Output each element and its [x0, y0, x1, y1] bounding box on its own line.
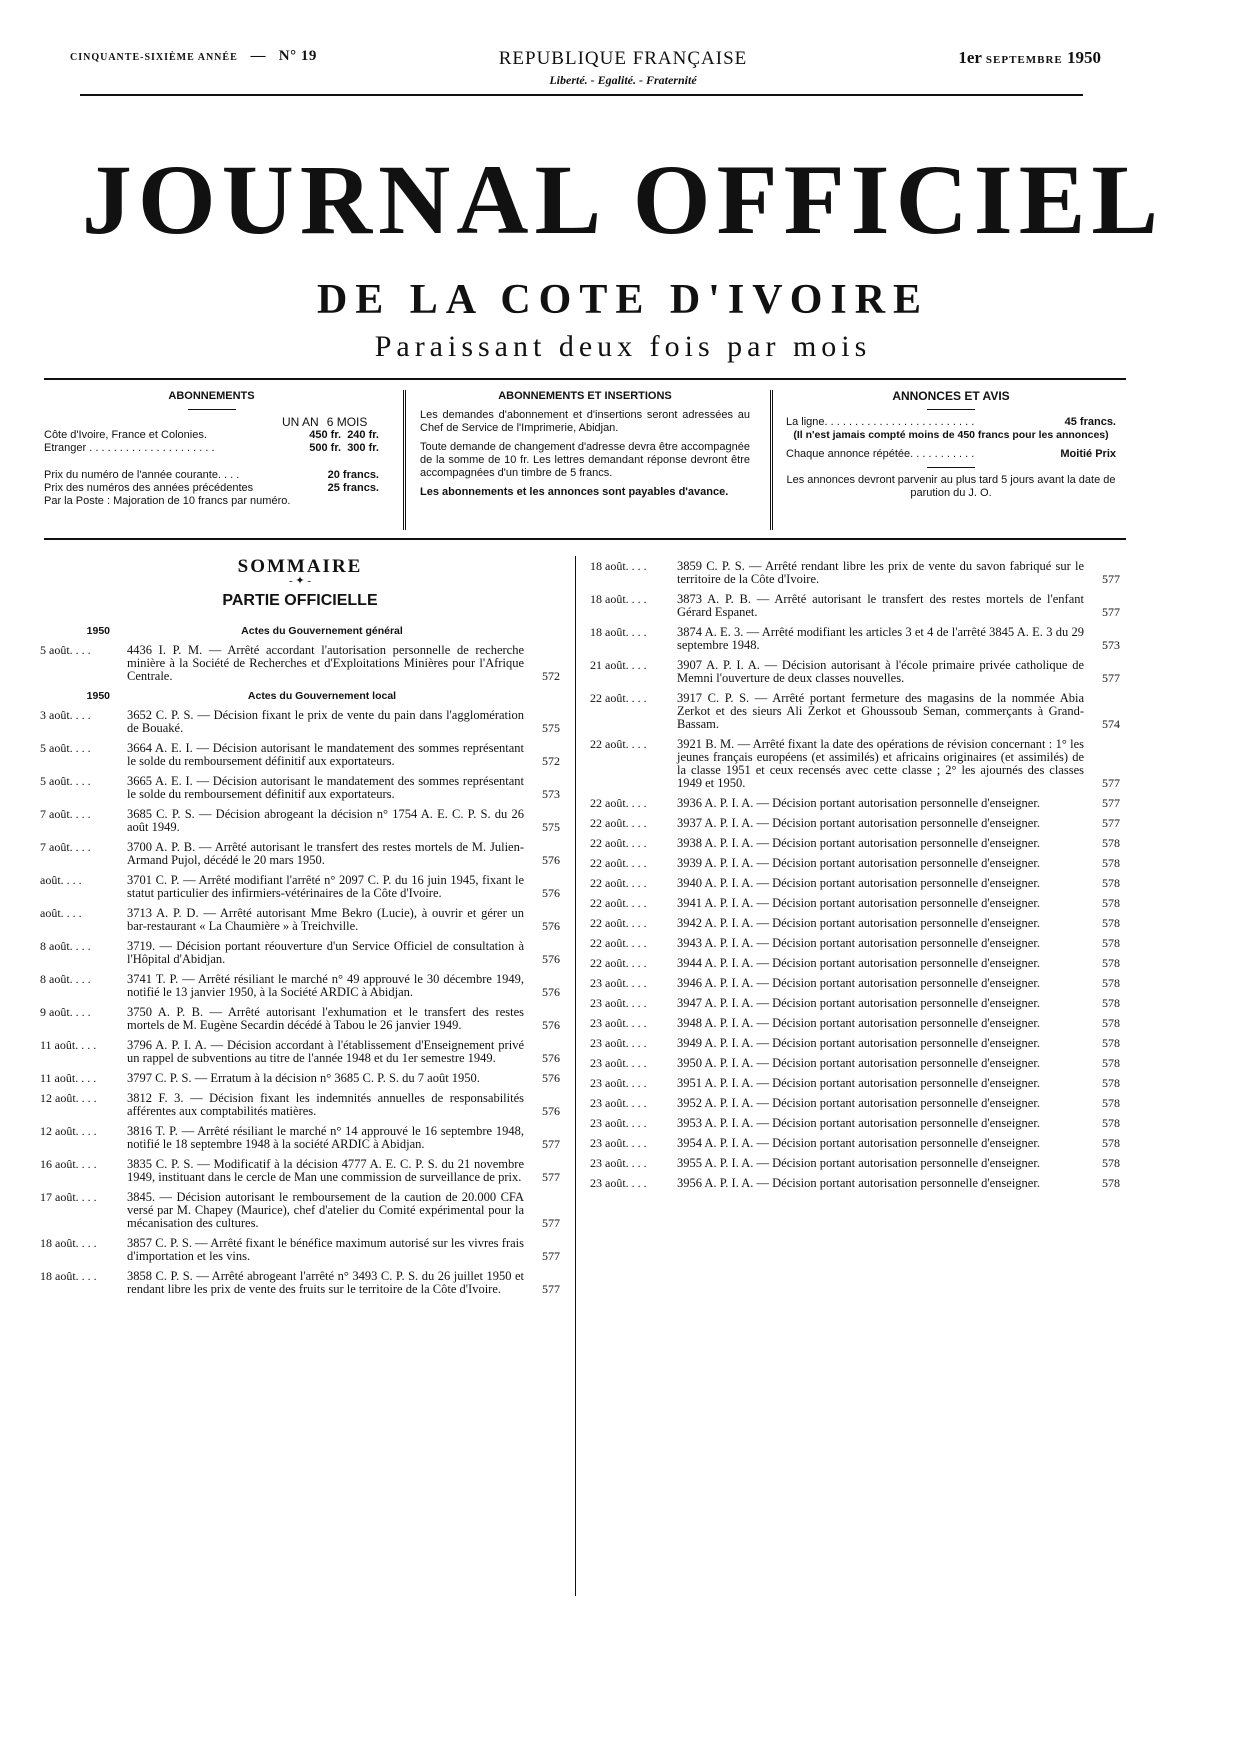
summary-entry: [40, 940, 560, 966]
price-label: Prix des numéros des années précédentes: [44, 482, 254, 494]
republic-motto: Liberté. - Egalité. - Fraternité: [549, 73, 697, 87]
sommaire-ornament: - ✦ -: [288, 575, 312, 587]
entry-text: 3873 A. P. B. — Arrêté autorisant le transfert des restes mortels de l'enfant Gérard Espanet.: [677, 592, 1084, 619]
entry-date: 16 août. . . .: [40, 1157, 97, 1171]
entry-text: 3816 T. P. — Arrêté résiliant le marché n° 14 approuvé le 16 septembre 1948, notifié le 18 septembre 1948 à la société ARDIC à Abidjan.: [127, 1124, 524, 1151]
summary-entry: [590, 897, 1120, 910]
entry-text: 3874 A. E. 3. — Arrêté modifiant les articles 3 et 4 de l'arrêté 3845 A. E. 3 du 29 septembre 1948.: [677, 625, 1084, 652]
entry-date: 23 août. . . .: [590, 996, 647, 1010]
entry-page: 578: [1102, 1056, 1120, 1070]
entry-text: 3956 A. P. I. A. — Décision portant autorisation personnelle d'enseigner.: [677, 1176, 1040, 1190]
box-column-divider: [403, 390, 406, 530]
section-entries: [590, 560, 1120, 1190]
price-row: [44, 482, 379, 495]
entry-text: 3835 C. P. S. — Modificatif à la décision 4777 A. E. C. P. S. du 21 novembre 1949, instituant dans le cercle de Man une commission de surveillance de prix.: [127, 1157, 524, 1184]
entry-text: 3685 C. P. S. — Décision abrogeant la décision n° 1754 A. E. C. P. S. du 26 août 1949.: [127, 807, 524, 834]
entry-page: 575: [542, 820, 560, 834]
entry-text: 3741 T. P. — Arrêté résiliant le marché n° 49 approuvé le 30 décembre 1949, notifié le 13 janvier 1950, à la Société ARDIC à Abidjan.: [127, 972, 524, 999]
entry-date: 18 août. . . .: [590, 625, 647, 639]
entry-text: 3665 A. E. I. — Décision autorisant le mandatement des sommes représentant le solde du remboursement définitif aux exportateurs.: [127, 774, 524, 801]
entry-page: 578: [1102, 1156, 1120, 1170]
entry-date: 23 août. . . .: [590, 1016, 647, 1030]
entry-page: 578: [1102, 996, 1120, 1010]
summary-right-column: [590, 560, 1120, 1197]
entry-date: 17 août. . . .: [40, 1190, 97, 1204]
entry-text: 3946 A. P. I. A. — Décision portant autorisation personnelle d'enseigner.: [677, 976, 1040, 990]
entry-date: 18 août. . . .: [40, 1236, 97, 1250]
entry-page: 576: [542, 1018, 560, 1032]
summary-entry: [590, 1017, 1120, 1030]
entry-date: 11 août. . . .: [40, 1038, 97, 1052]
summary-entry: [590, 738, 1120, 790]
entry-date: août. . . .: [40, 906, 82, 920]
entry-page: 578: [1102, 1016, 1120, 1030]
summary-entry: [590, 692, 1120, 731]
entry-page: 577: [542, 1170, 560, 1184]
insertions-box: [420, 390, 750, 499]
entry-text: 3713 A. P. D. — Arrêté autorisant Mme Bekro (Lucie), à ouvrir et gérer un bar-restaurant « La Chaumière » à Treichville.: [127, 906, 524, 933]
section-label: Actes du Gouvernement local: [247, 690, 397, 702]
entry-date: 22 août. . . .: [590, 916, 647, 930]
announcements-heading: ANNONCES ET AVIS: [892, 389, 1010, 403]
summary-entry: [40, 1039, 560, 1065]
entry-date: 7 août. . . .: [40, 840, 91, 854]
column-divider: [575, 556, 576, 1596]
entry-text: 3664 A. E. I. — Décision autorisant le mandatement des sommes représentant le solde du remboursement définitif aux exportateurs.: [127, 741, 524, 768]
summary-entry: [40, 1191, 560, 1230]
entry-text: 3942 A. P. I. A. — Décision portant autorisation personnelle d'enseigner.: [677, 916, 1040, 930]
entry-page: 576: [542, 1051, 560, 1065]
announcements-box: [786, 390, 1116, 500]
entry-text: 3953 A. P. I. A. — Décision portant autorisation personnelle d'enseigner.: [677, 1116, 1040, 1130]
issue-number: N° 19: [278, 48, 317, 64]
entry-page: 572: [542, 754, 560, 768]
section-year: 1950: [86, 625, 110, 637]
entry-page: 578: [1102, 1096, 1120, 1110]
entry-date: 23 août. . . .: [590, 1096, 647, 1110]
entry-page: 576: [542, 1104, 560, 1118]
entry-date: 22 août. . . .: [590, 737, 647, 751]
entry-date: 23 août. . . .: [590, 1056, 647, 1070]
entry-date: 8 août. . . .: [40, 939, 91, 953]
entry-text: 3652 C. P. S. — Décision fixant le prix de vente du pain dans l'agglomération de Bouaké.: [127, 708, 524, 735]
summary-entry: [590, 1037, 1120, 1050]
subscriptions-box: [44, 390, 379, 508]
repeat-row: [786, 448, 1116, 461]
row-label: Etranger . . . . . . . . . . . . . . . . . . . . .: [44, 442, 215, 454]
summary-entry: [590, 1177, 1120, 1190]
entry-page: 577: [1102, 816, 1120, 830]
summary-entry: [40, 1158, 560, 1184]
entry-page: 578: [1102, 896, 1120, 910]
entry-date: 7 août. . . .: [40, 807, 91, 821]
entry-date: 22 août. . . .: [590, 956, 647, 970]
issue-info: CINQUANTE-SIXIÈME ANNÉE — N° 19: [70, 48, 317, 64]
heading-dash: [927, 409, 975, 410]
entry-page: 578: [1102, 976, 1120, 990]
entry-text: 3938 A. P. I. A. — Décision portant autorisation personnelle d'enseigner.: [677, 836, 1040, 850]
entry-page: 573: [1102, 638, 1120, 652]
summary-entry: [40, 1270, 560, 1296]
partie-officielle-heading: PARTIE OFFICIELLE: [222, 592, 378, 609]
entry-text: 3936 A. P. I. A. — Décision portant autorisation personnelle d'enseigner.: [677, 796, 1040, 810]
date-day: 1er: [958, 48, 982, 67]
entry-date: 18 août. . . .: [590, 559, 647, 573]
entry-page: 578: [1102, 856, 1120, 870]
entry-text: 3941 A. P. I. A. — Décision portant autorisation personnelle d'enseigner.: [677, 896, 1040, 910]
entry-page: 578: [1102, 936, 1120, 950]
entry-date: 22 août. . . .: [590, 936, 647, 950]
heading-dash: [188, 409, 236, 410]
entry-date: 18 août. . . .: [590, 592, 647, 606]
entry-text: 3858 C. P. S. — Arrêté abrogeant l'arrêté n° 3493 C. P. S. du 26 juillet 1950 et rendant libre les prix de vente des fruits sur le territoire de la Côte d'Ivoire.: [127, 1269, 524, 1296]
entry-page: 576: [542, 853, 560, 867]
section-entries: [40, 644, 560, 683]
entry-text: 3952 A. P. I. A. — Décision portant autorisation personnelle d'enseigner.: [677, 1096, 1040, 1110]
entry-text: 3951 A. P. I. A. — Décision portant autorisation personnelle d'enseigner.: [677, 1076, 1040, 1090]
entry-page: 578: [1102, 916, 1120, 930]
summary-entry: [590, 560, 1120, 586]
summary-entry: [590, 917, 1120, 930]
summary-entry: [590, 957, 1120, 970]
entry-page: 572: [542, 669, 560, 683]
summary-entry: [590, 977, 1120, 990]
entry-text: 3750 A. P. B. — Arrêté autorisant l'exhumation et le transfert des restes mortels de M. Eugène Secardin décédé à Tabou le 26 janvier 1949.: [127, 1005, 524, 1032]
entry-date: 11 août. . . .: [40, 1071, 97, 1085]
entry-text: 3917 C. P. S. — Arrêté portant fermeture des magasins de la nommée Abia Zerkot et des sieurs Ali Zerkot et Ghoussoub Seman, commerçants à Grand-Bassam.: [677, 691, 1084, 731]
sommaire-title: SOMMAIRE: [237, 556, 363, 577]
summary-entry: [40, 907, 560, 933]
entry-text: 3955 A. P. I. A. — Décision portant autorisation personnelle d'enseigner.: [677, 1156, 1040, 1170]
section-heading: [40, 625, 560, 638]
entry-text: 3812 F. 3. — Décision fixant les indemnités annuelles de responsabilités afférentes aux comptabilités matières.: [127, 1091, 524, 1118]
entry-page: 578: [1102, 1036, 1120, 1050]
date-year: 1950: [1067, 48, 1101, 67]
entry-page: 578: [1102, 1076, 1120, 1090]
summary-entry: [40, 808, 560, 834]
entry-date: 5 août. . . .: [40, 643, 91, 657]
entry-date: 23 août. . . .: [590, 1076, 647, 1090]
entry-date: 22 août. . . .: [590, 816, 647, 830]
row-six-months: 300 fr.: [347, 442, 379, 454]
price-value: 25 francs.: [327, 482, 379, 494]
entry-page: 578: [1102, 836, 1120, 850]
entry-page: 576: [542, 886, 560, 900]
repeat-label: Chaque annonce répétée. . . . . . . . . . .: [786, 448, 975, 460]
entry-text: 3845. — Décision autorisant le remboursement de la caution de 20.000 CFA versé par M. Chapey (Maurice), chef d'atelier du Comité expérimental pour la mécanisation des cultures.: [127, 1190, 524, 1230]
summary-entry: [40, 841, 560, 867]
entry-page: 577: [1102, 572, 1120, 586]
summary-entry: [40, 1237, 560, 1263]
entry-text: 3939 A. P. I. A. — Décision portant autorisation personnelle d'enseigner.: [677, 856, 1040, 870]
announcements-deadline: Les annonces devront parvenir au plus tard 5 jours avant la date de parution du J. O.: [786, 474, 1116, 499]
entry-text: 3797 C. P. S. — Erratum à la décision n° 3685 C. P. S. du 7 août 1950.: [127, 1071, 480, 1085]
entry-page: 578: [1102, 876, 1120, 890]
entry-text: 3700 A. P. B. — Arrêté autorisant le transfert des restes mortels de M. Julien-Armand Pujol, décédé le 20 mars 1950.: [127, 840, 524, 867]
entry-page: 578: [1102, 1176, 1120, 1190]
summary-entry: [590, 626, 1120, 652]
subscription-columns: [282, 416, 379, 429]
entry-text: 3907 A. P. I. A. — Décision autorisant à l'école primaire privée catholique de Memni l'ouverture de deux classes nouvelles.: [677, 658, 1084, 685]
entry-text: 3954 A. P. I. A. — Décision portant autorisation personnelle d'enseigner.: [677, 1136, 1040, 1150]
repeat-value: Moitié Prix: [1060, 448, 1116, 460]
entry-page: 577: [542, 1282, 560, 1296]
section-entries: [40, 709, 560, 1296]
entry-date: 22 août. . . .: [590, 836, 647, 850]
summary-entry: [40, 709, 560, 735]
summary-entry: [590, 837, 1120, 850]
entry-date: 23 août. . . .: [590, 1156, 647, 1170]
price-value: 20 francs.: [327, 469, 379, 481]
republic-heading: REPUBLIQUE FRANÇAISE: [498, 48, 748, 69]
subscription-row: [44, 442, 379, 455]
entry-date: 18 août. . . .: [40, 1269, 97, 1283]
summary-entry: [590, 937, 1120, 950]
entry-text: 3944 A. P. I. A. — Décision portant autorisation personnelle d'enseigner.: [677, 956, 1040, 970]
entry-page: 578: [1102, 1136, 1120, 1150]
summary-entry: [590, 659, 1120, 685]
entry-date: 22 août. . . .: [590, 691, 647, 705]
entry-page: 577: [542, 1137, 560, 1151]
summary-entry: [40, 644, 560, 683]
entry-text: 3940 A. P. I. A. — Décision portant autorisation personnelle d'enseigner.: [677, 876, 1040, 890]
entry-page: 577: [1102, 671, 1120, 685]
issue-year: CINQUANTE-SIXIÈME ANNÉE: [70, 52, 238, 63]
section-label: Actes du Gouvernement général: [241, 625, 403, 637]
entry-text: 3796 A. P. I. A. — Décision accordant à l'établissement d'Enseignement privé un rappel de subventions au titre de l'année 1948 et du 1er semestre 1949.: [127, 1038, 524, 1065]
row-six-months: 240 fr.: [347, 429, 379, 441]
heading-dash: [927, 467, 975, 468]
entry-page: 576: [542, 952, 560, 966]
journal-title: JOURNAL OFFICIEL: [81, 144, 1165, 255]
entry-page: 575: [542, 721, 560, 735]
price-row: [44, 469, 379, 482]
line-note: (Il n'est jamais compté moins de 450 francs pour les annonces): [793, 429, 1109, 441]
subscription-row: [44, 429, 379, 442]
summary-entry: [40, 973, 560, 999]
entry-date: 22 août. . . .: [590, 796, 647, 810]
entry-text: 3947 A. P. I. A. — Décision portant autorisation personnelle d'enseigner.: [677, 996, 1040, 1010]
summary-entry: [590, 817, 1120, 830]
entry-text: 3859 C. P. S. — Arrêté rendant libre les prix de vente du savon fabriqué sur le territoire de la Côte d'Ivoire.: [677, 559, 1084, 586]
subscriptions-heading: ABONNEMENTS: [168, 390, 255, 402]
price-label: Prix du numéro de l'année courante. . . .: [44, 469, 240, 481]
entry-date: 5 août. . . .: [40, 741, 91, 755]
entry-date: 5 août. . . .: [40, 774, 91, 788]
insertions-heading: ABONNEMENTS ET INSERTIONS: [498, 390, 672, 402]
entry-date: 3 août. . . .: [40, 708, 91, 722]
publication-frequency: Paraissant deux fois par mois: [374, 330, 872, 363]
line-label: La ligne. . . . . . . . . . . . . . . . . . . . . . . . .: [786, 416, 975, 428]
row-one-year: 450 fr.: [309, 429, 342, 441]
section-heading: [40, 690, 560, 703]
entry-text: 3937 A. P. I. A. — Décision portant autorisation personnelle d'enseigner.: [677, 816, 1040, 830]
summary-entry: [40, 1125, 560, 1151]
entry-page: 574: [1102, 717, 1120, 731]
entry-date: 12 août. . . .: [40, 1091, 97, 1105]
summary-entry: [590, 1137, 1120, 1150]
issue-date: [958, 48, 1101, 68]
summary-entry: [590, 1117, 1120, 1130]
entry-date: 21 août. . . .: [590, 658, 647, 672]
line-value: 45 francs.: [1064, 416, 1116, 428]
entry-page: 577: [1102, 796, 1120, 810]
summary-entry: [40, 775, 560, 801]
row-label: Côte d'Ivoire, France et Colonies.: [44, 429, 207, 441]
box-top-rule: [44, 378, 1126, 380]
line-price-row: [786, 416, 1116, 429]
entry-text: 3719. — Décision portant réouverture d'un Service Officiel de consultation à l'Hôpital d'Abidjan.: [127, 939, 524, 966]
summary-entry: [590, 1057, 1120, 1070]
box-column-divider: [770, 390, 773, 530]
entry-date: 12 août. . . .: [40, 1124, 97, 1138]
entry-text: 3921 B. M. — Arrêté fixant la date des opérations de révision concernant : 1° les jeunes français européens (et assimilés) et africains originaires (et assimilés) de la classe 1951 et ceux recensés avec cette classe ; 2° les ajournés des classes 1949 et 1950.: [677, 737, 1084, 790]
entry-page: 576: [542, 985, 560, 999]
header-divider: [80, 94, 1083, 96]
entry-page: 578: [1102, 1116, 1120, 1130]
box-bottom-rule: [44, 538, 1126, 540]
entry-text: 3948 A. P. I. A. — Décision portant autorisation personnelle d'enseigner.: [677, 1016, 1040, 1030]
entry-text: 4436 I. P. M. — Arrêté accordant l'autorisation personnelle de recherche minière à la Société de Recherches et d'Exploitations Minières pour l'Afrique Centrale.: [127, 643, 524, 683]
entry-page: 576: [542, 919, 560, 933]
entry-page: 577: [542, 1216, 560, 1230]
entry-date: 22 août. . . .: [590, 896, 647, 910]
entry-page: 573: [542, 787, 560, 801]
summary-entry: [40, 1072, 560, 1085]
entry-date: 23 août. . . .: [590, 1136, 647, 1150]
entry-date: 22 août. . . .: [590, 856, 647, 870]
insertions-payment: Les abonnements et les annonces sont payables d'avance.: [420, 486, 729, 498]
summary-entry: [590, 1157, 1120, 1170]
summary-entry: [40, 874, 560, 900]
entry-text: 3857 C. P. S. — Arrêté fixant le bénéfice maximum autorisé sur les vivres frais d'importation et les vins.: [127, 1236, 524, 1263]
post-note: Par la Poste : Majoration de 10 francs par numéro.: [44, 495, 291, 507]
summary-entry: [590, 1097, 1120, 1110]
entry-page: 578: [1102, 956, 1120, 970]
entry-text: 3949 A. P. I. A. — Décision portant autorisation personnelle d'enseigner.: [677, 1036, 1040, 1050]
entry-date: 22 août. . . .: [590, 876, 647, 890]
entry-date: 23 août. . . .: [590, 1036, 647, 1050]
col-six-months: 6 MOIS: [326, 415, 368, 429]
insertions-change-address: Toute demande de changement d'adresse devra être accompagnée de la somme de 10 fr. Les lettres demandant réponse devront être accompagnées d'un timbre de 5 francs.: [420, 441, 750, 479]
entry-date: 23 août. . . .: [590, 976, 647, 990]
section-year: 1950: [86, 690, 110, 702]
summary-entry: [590, 1077, 1120, 1090]
entry-text: 3701 C. P. — Arrêté modifiant l'arrêté n° 2097 C. P. du 16 juin 1945, fixant le statut particulier des infirmiers-vétérinaires de la Côte d'Ivoire.: [127, 873, 524, 900]
journal-subtitle: DE LA COTE D'IVOIRE: [316, 277, 930, 323]
col-one-year: UN AN: [282, 415, 319, 429]
summary-entry: [590, 857, 1120, 870]
summary-entry: [590, 877, 1120, 890]
entry-text: 3950 A. P. I. A. — Décision portant autorisation personnelle d'enseigner.: [677, 1056, 1040, 1070]
entry-text: 3943 A. P. I. A. — Décision portant autorisation personnelle d'enseigner.: [677, 936, 1040, 950]
summary-entry: [590, 593, 1120, 619]
entry-page: 577: [542, 1249, 560, 1263]
entry-date: août. . . .: [40, 873, 82, 887]
summary-left-column: [40, 556, 560, 1303]
entry-date: 23 août. . . .: [590, 1116, 647, 1130]
insertions-address: Les demandes d'abonnement et d'insertions seront adressées au Chef de Service de l'Imprimerie, Abidjan.: [420, 409, 750, 434]
summary-entry: [40, 742, 560, 768]
summary-entry: [40, 1092, 560, 1118]
summary-entry: [40, 1006, 560, 1032]
entry-page: 577: [1102, 776, 1120, 790]
entry-page: 576: [542, 1071, 560, 1085]
summary-entry: [590, 997, 1120, 1010]
date-month: SEPTEMBRE: [985, 54, 1063, 66]
entry-page: 577: [1102, 605, 1120, 619]
row-one-year: 500 fr.: [309, 442, 342, 454]
entry-date: 8 août. . . .: [40, 972, 91, 986]
entry-date: 9 août. . . .: [40, 1005, 91, 1019]
summary-entry: [590, 797, 1120, 810]
entry-date: 23 août. . . .: [590, 1176, 647, 1190]
